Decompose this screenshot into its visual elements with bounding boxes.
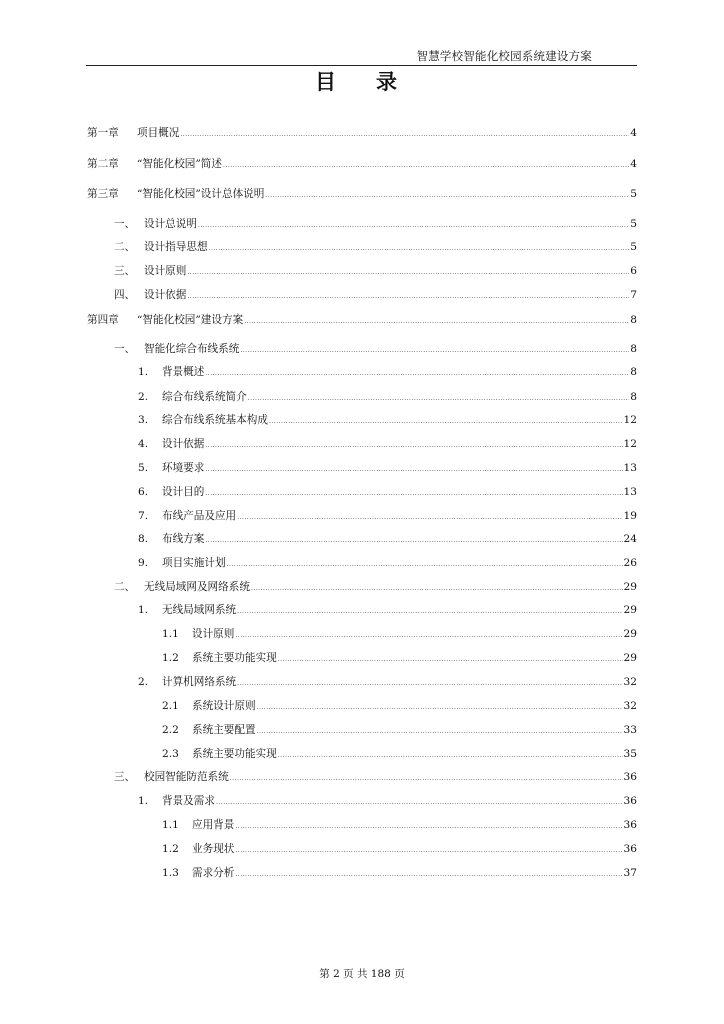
toc-dot-leader [257, 699, 623, 715]
toc-dot-leader [205, 532, 622, 548]
toc-entry-number: 3. [138, 414, 149, 426]
toc-entry[interactable] [114, 580, 637, 596]
toc-entry-number: 9. [138, 557, 149, 569]
toc-entry-page-number: 5 [630, 241, 637, 253]
toc-entry-title: 项目概况 [137, 127, 180, 139]
toc-entry-title: 环境要求 [162, 462, 205, 474]
toc-dot-leader [265, 187, 629, 203]
toc-entry-title: 布线方案 [162, 533, 205, 545]
toc-entry-page-number: 19 [623, 510, 637, 522]
toc-dot-leader [230, 770, 623, 786]
toc-entry[interactable] [138, 509, 637, 525]
toc-dot-leader [248, 390, 630, 406]
toc-entry[interactable] [162, 747, 637, 763]
toc-entry-number: 2.2 [162, 724, 179, 736]
toc-entry-page-number: 5 [630, 218, 637, 230]
toc-entry[interactable] [162, 866, 637, 882]
toc-entry[interactable] [114, 288, 637, 304]
toc-entry[interactable] [138, 675, 637, 691]
toc-entry-title: 系统主要功能实现 [192, 748, 277, 760]
toc-entry-title: 无线局域网及网络系统 [144, 581, 250, 593]
toc-entry-title: “智能化校园”简述 [137, 158, 222, 170]
toc-entry-number: 第一章 [87, 127, 119, 139]
toc-entry-title: 需求分析 [192, 867, 235, 879]
toc-entry-title: 校园智能防范系统 [144, 771, 229, 783]
toc-entry[interactable] [162, 699, 637, 715]
toc-dot-leader [223, 157, 629, 173]
toc-dot-leader [244, 313, 629, 329]
toc-dot-leader [235, 818, 622, 834]
toc-entry[interactable] [138, 461, 637, 477]
toc-dot-leader [205, 461, 622, 477]
toc-entry-page-number: 29 [623, 628, 637, 640]
page-footer: 第 2 页 共 188 页 [319, 968, 405, 980]
toc-dot-leader [240, 342, 629, 358]
toc-entry-title: 应用背景 [192, 819, 235, 831]
toc-entry-page-number: 29 [623, 604, 637, 616]
toc-entry-title: “智能化校园”建设方案 [137, 314, 244, 326]
toc-entry[interactable] [87, 187, 637, 203]
toc-entry[interactable] [138, 603, 637, 619]
toc-dot-leader [235, 627, 622, 643]
toc-entry-title: 布线产品及应用 [162, 510, 237, 522]
toc-dot-leader [237, 603, 622, 619]
toc-entry-page-number: 5 [630, 188, 637, 200]
toc-entry[interactable] [138, 532, 637, 548]
toc-entry-page-number: 37 [623, 867, 637, 879]
toc-entry[interactable] [114, 264, 637, 280]
toc-entry-page-number: 13 [623, 462, 637, 474]
toc-entry[interactable] [138, 556, 637, 572]
toc-entry-title: 项目实施计划 [162, 557, 226, 569]
toc-entry-number: 6. [138, 486, 149, 498]
toc-dot-leader [257, 723, 623, 739]
toc-entry-number: 三、 [114, 771, 136, 783]
toc-entry-page-number: 12 [623, 438, 637, 450]
toc-entry-number: 第四章 [87, 314, 119, 326]
toc-entry[interactable] [162, 723, 637, 739]
toc-entry-title: 业务现状 [192, 843, 235, 855]
toc-dot-leader [216, 794, 623, 810]
toc-entry-number: 1.2 [162, 843, 179, 855]
toc-entry-number: 1. [138, 795, 149, 807]
toc-entry-title: “智能化校园”设计总体说明 [137, 188, 265, 200]
toc-dot-leader [269, 413, 623, 429]
toc-entry-title: 设计总说明 [144, 218, 197, 230]
toc-entry-number: 第三章 [87, 188, 119, 200]
toc-entry-page-number: 8 [630, 391, 637, 403]
toc-entry-title: 系统设计原则 [192, 700, 256, 712]
toc-entry[interactable] [138, 437, 637, 453]
toc-entry[interactable] [138, 390, 637, 406]
toc-entry[interactable] [138, 794, 637, 810]
toc-entry-page-number: 36 [623, 795, 637, 807]
toc-dot-leader [237, 509, 622, 525]
toc-entry-page-number: 8 [630, 366, 637, 378]
toc-entry-number: 7. [138, 510, 149, 522]
toc-entry-number: 1. [138, 366, 149, 378]
toc-entry-title: 背景概述 [162, 366, 205, 378]
toc-entry-number: 四、 [114, 289, 136, 301]
toc-entry-page-number: 12 [623, 414, 637, 426]
toc-dot-leader [235, 866, 622, 882]
toc-entry-number: 第二章 [87, 158, 119, 170]
toc-entry-number: 1.1 [162, 819, 179, 831]
toc-entry-page-number: 36 [623, 843, 637, 855]
toc-entry[interactable] [162, 651, 637, 667]
toc-entry-number: 2.3 [162, 748, 179, 760]
toc-entry-page-number: 24 [623, 533, 637, 545]
toc-entry-page-number: 13 [623, 486, 637, 498]
toc-dot-leader [205, 437, 622, 453]
toc-entry-number: 4. [138, 438, 149, 450]
toc-dot-leader [227, 556, 623, 572]
toc-entry-page-number: 26 [623, 557, 637, 569]
toc-entry[interactable] [87, 157, 637, 173]
toc-entry-page-number: 32 [623, 700, 637, 712]
toc-entry-number: 1. [138, 604, 149, 616]
toc-entry[interactable] [87, 126, 637, 142]
toc-entry-title: 无线局域网系统 [162, 604, 237, 616]
toc-entry[interactable] [138, 485, 637, 501]
toc-entry-page-number: 29 [623, 581, 637, 593]
toc-dot-leader [278, 747, 623, 763]
toc-dot-leader [180, 126, 629, 142]
toc-entry-page-number: 35 [623, 748, 637, 760]
toc-dot-leader [187, 288, 629, 304]
toc-entry-title: 设计原则 [192, 628, 235, 640]
toc-entry[interactable] [87, 313, 637, 329]
toc-entry-title: 设计依据 [144, 289, 187, 301]
toc-entry-page-number: 29 [623, 652, 637, 664]
toc-entry[interactable] [162, 818, 637, 834]
toc-entry[interactable] [114, 240, 637, 256]
toc-entry-title: 综合布线系统基本构成 [162, 414, 268, 426]
toc-entry-number: 一、 [114, 343, 136, 355]
toc-entry-number: 一、 [114, 218, 136, 230]
toc-entry-number: 1.1 [162, 628, 179, 640]
document-header-title: 智慧学校智能化校园系统建设方案 [416, 49, 592, 63]
toc-entry-page-number: 8 [630, 343, 637, 355]
toc-entry-number: 2. [138, 391, 149, 403]
toc-entry-page-number: 4 [630, 127, 637, 139]
toc-entry-page-number: 7 [630, 289, 637, 301]
toc-entry-number: 2.1 [162, 700, 179, 712]
toc-entry-title: 设计指导思想 [144, 241, 208, 253]
toc-dot-leader [205, 365, 629, 381]
toc-entry-title: 计算机网络系统 [162, 676, 237, 688]
toc-entry-number: 5. [138, 462, 149, 474]
toc-dot-leader [251, 580, 623, 596]
toc-entry-number: 8. [138, 533, 149, 545]
toc-entry-page-number: 33 [623, 724, 637, 736]
toc-entry-title: 设计原则 [144, 265, 187, 277]
toc-entry-page-number: 36 [623, 819, 637, 831]
toc-entry-number: 二、 [114, 241, 136, 253]
toc-entry-title: 系统主要配置 [192, 724, 256, 736]
toc-entry[interactable] [114, 342, 637, 358]
toc-dot-leader [237, 675, 622, 691]
toc-entry-number: 三、 [114, 265, 136, 277]
toc-entry-number: 二、 [114, 581, 136, 593]
toc-dot-leader [209, 240, 630, 256]
toc-entry[interactable] [138, 413, 637, 429]
toc-dot-leader [198, 217, 629, 233]
toc-entry-number: 2. [138, 676, 149, 688]
toc-entry-title: 背景及需求 [162, 795, 215, 807]
toc-entry-number: 1.3 [162, 867, 179, 879]
toc-entry[interactable] [114, 217, 637, 233]
toc-entry[interactable] [162, 627, 637, 643]
toc-dot-leader [187, 264, 629, 280]
toc-entry-page-number: 6 [630, 265, 637, 277]
toc-entry-title: 系统主要功能实现 [192, 652, 277, 664]
toc-entry-page-number: 36 [623, 771, 637, 783]
toc-entry[interactable] [114, 770, 637, 786]
toc-entry-title: 综合布线系统简介 [162, 391, 247, 403]
toc-dot-leader [205, 485, 622, 501]
toc-entry-title: 设计目的 [162, 486, 205, 498]
toc-entry[interactable] [162, 842, 637, 858]
toc-dot-leader [278, 651, 623, 667]
toc-heading: 目录 [315, 70, 437, 94]
toc-entry[interactable] [138, 365, 637, 381]
toc-entry-page-number: 4 [630, 158, 637, 170]
toc-dot-leader [235, 842, 622, 858]
toc-entry-page-number: 32 [623, 676, 637, 688]
toc-entry-number: 1.2 [162, 652, 179, 664]
toc-entry-title: 设计依据 [162, 438, 205, 450]
toc-entry-title: 智能化综合布线系统 [144, 343, 240, 355]
toc-entry-page-number: 8 [630, 314, 637, 326]
